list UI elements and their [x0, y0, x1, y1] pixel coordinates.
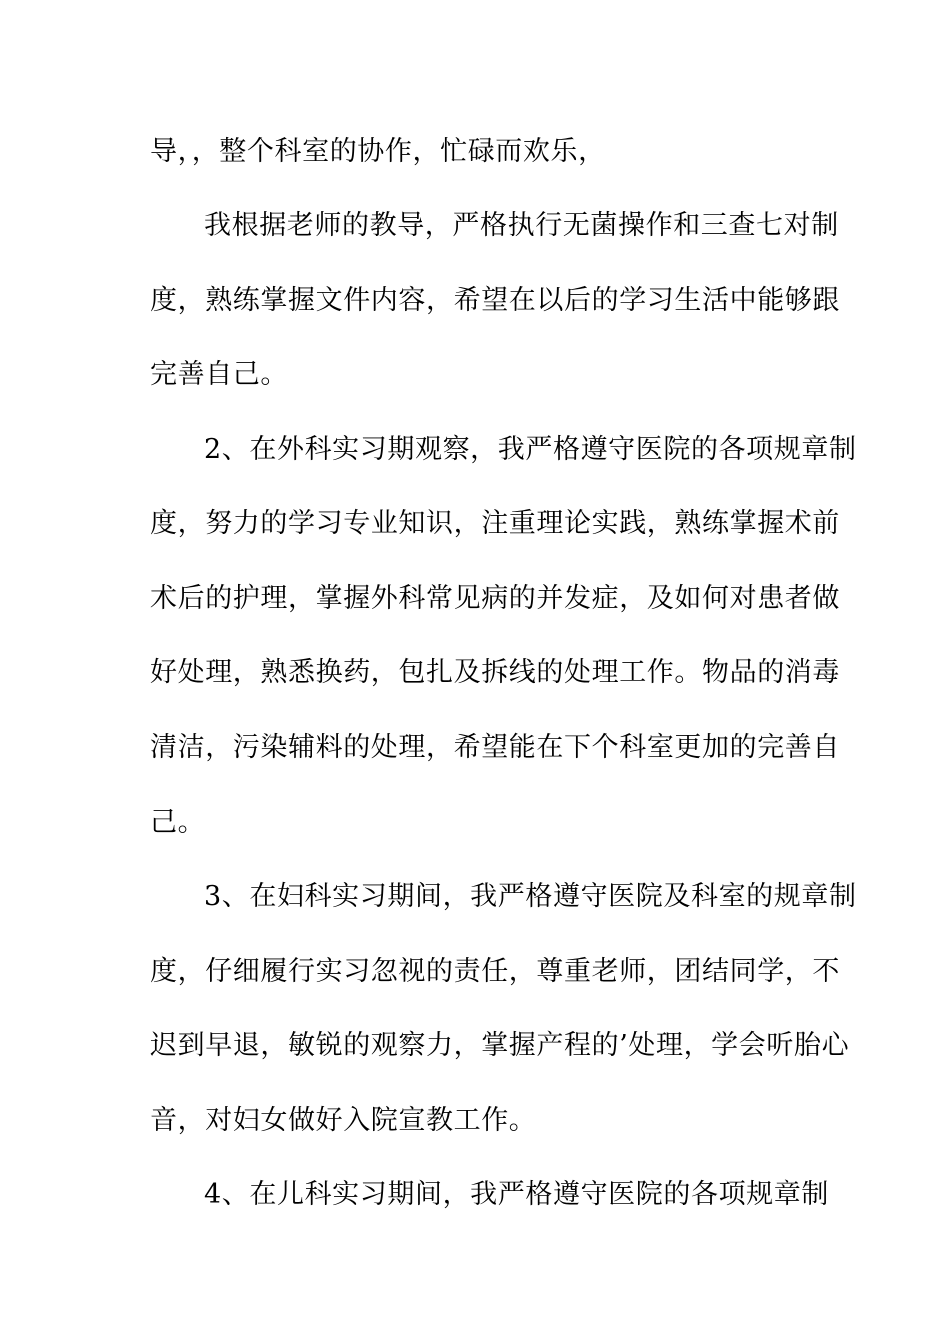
paragraph-line: 音，对妇女做好入院宣教工作。: [150, 1105, 537, 1136]
paragraph-line: 度，仔细履行实习忽视的责任，尊重老师，团结同学，不: [150, 956, 840, 987]
paragraph-line: 导，，整个科室的协作，忙碌而欢乐，: [150, 136, 606, 167]
paragraph-line: 术后的护理，掌握外科常见病的并发症，及如何对患者做: [150, 583, 840, 614]
paragraph-line: 清洁，污染辅料的处理，希望能在下个科室更加的完善自: [150, 732, 840, 763]
paragraph-line: 4、在儿科实习期间，我严格遵守医院的各项规章制: [204, 1179, 829, 1210]
paragraph-line: 度，熟练掌握文件内容，希望在以后的学习生活中能够跟: [150, 285, 840, 316]
paragraph-line: 3、在妇科实习期间，我严格遵守医院及科室的规章制: [204, 881, 857, 912]
paragraph-line: 好处理，熟悉换药，包扎及拆线的处理工作。物品的消毒: [150, 657, 840, 688]
paragraph-line: 度，努力的学习专业知识，注重理论实践，熟练掌握术前: [150, 508, 840, 539]
paragraph-line: 2、在外科实习期观察，我严格遵守医院的各项规章制: [204, 434, 857, 465]
paragraph-line: 己。: [150, 807, 206, 838]
paragraph-line: 迟到早退，敏锐的观察力，掌握产程的’处理，学会听胎心: [150, 1030, 850, 1061]
paragraph-line: 完善自己。: [150, 359, 288, 390]
paragraph-line: 我根据老师的教导，严格执行无菌操作和三查七对制: [204, 210, 839, 241]
